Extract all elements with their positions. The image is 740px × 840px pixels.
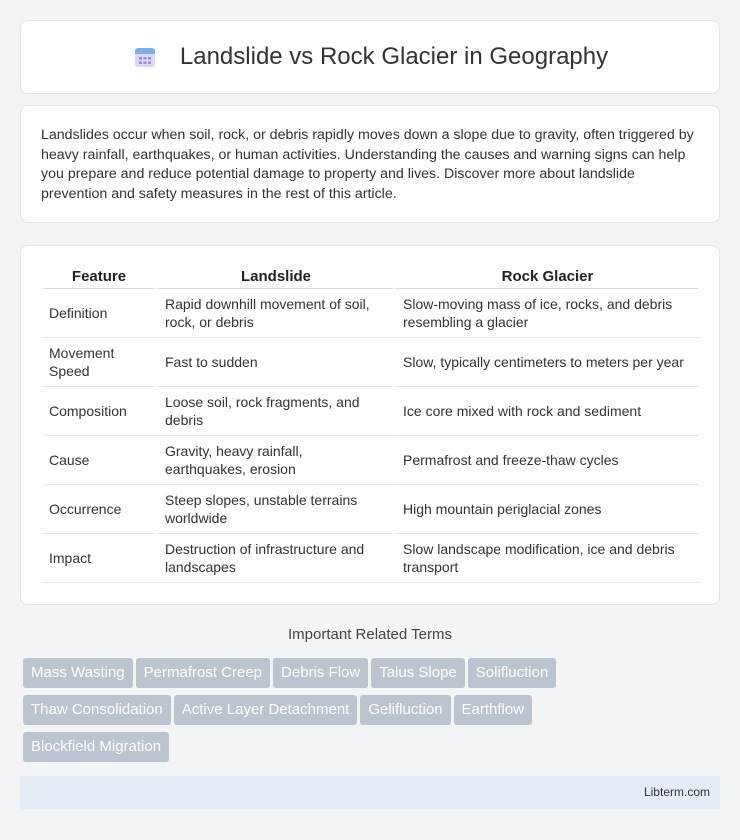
table-cell: Occurrence	[43, 485, 155, 534]
table-cell: Rapid downhill movement of soil, rock, or debris	[155, 289, 393, 338]
table-cell: High mountain periglacial zones	[393, 485, 698, 534]
footer-site-link[interactable]: Libterm.com	[643, 785, 710, 799]
table-cell: Definition	[43, 289, 155, 338]
table-cell: Gravity, heavy rainfall, earthquakes, erosion	[155, 436, 393, 485]
related-term-tag[interactable]: Blockfield Migration	[23, 732, 169, 762]
related-term-tag[interactable]: Earthflow	[454, 695, 533, 725]
column-header: Rock Glacier	[393, 266, 698, 289]
table-row	[43, 436, 698, 485]
calendar-icon	[132, 44, 158, 70]
related-term-tag[interactable]: Solifluction	[468, 658, 557, 688]
table-cell: Slow landscape modification, ice and debris transport	[393, 534, 698, 583]
related-term-tag[interactable]: Debris Flow	[273, 658, 368, 688]
intro-card	[20, 105, 720, 223]
table-cell: Impact	[43, 534, 155, 583]
table-cell: Fast to sudden	[155, 338, 393, 387]
comparison-table	[43, 266, 698, 583]
related-terms-list	[23, 658, 723, 769]
table-cell: Cause	[43, 436, 155, 485]
related-term-tag[interactable]: Mass Wasting	[23, 658, 133, 688]
table-cell: Loose soil, rock fragments, and debris	[155, 387, 393, 436]
table-row	[43, 387, 698, 436]
table-cell: Steep slopes, unstable terrains worldwide	[155, 485, 393, 534]
table-cell: Ice core mixed with rock and sediment	[393, 387, 698, 436]
table-row	[43, 485, 698, 534]
footer	[20, 776, 720, 809]
table-cell: Movement Speed	[43, 338, 155, 387]
table-cell: Slow-moving mass of ice, rocks, and debris resembling a glacier	[393, 289, 698, 338]
table-header-row	[43, 266, 698, 289]
column-header: Feature	[43, 266, 155, 289]
table-cell: Destruction of infrastructure and landscapes	[155, 534, 393, 583]
related-term-tag[interactable]: Gelifluction	[360, 695, 450, 725]
related-term-tag[interactable]: Active Layer Detachment	[174, 695, 358, 725]
table-row	[43, 338, 698, 387]
comparison-table-card	[20, 245, 720, 605]
column-header: Landslide	[155, 266, 393, 289]
page-title: Landslide vs Rock Glacier in Geography	[179, 43, 609, 70]
header-card	[20, 20, 720, 94]
table-cell: Composition	[43, 387, 155, 436]
table-row	[43, 289, 698, 338]
table-row	[43, 534, 698, 583]
related-term-tag[interactable]: Permafrost Creep	[136, 658, 270, 688]
related-term-tag[interactable]: Thaw Consolidation	[23, 695, 171, 725]
related-terms-title: Important Related Terms	[288, 626, 452, 643]
table-cell: Slow, typically centimeters to meters per year	[393, 338, 698, 387]
related-term-tag[interactable]: Talus Slope	[371, 658, 465, 688]
table-cell: Permafrost and freeze-thaw cycles	[393, 436, 698, 485]
intro-text: Landslides occur when soil, rock, or debris rapidly moves down a slope due to gravity, often triggered by heavy rainfall, earthquakes, or human activities. Understanding the causes and warning signs can help you prepare and reduce potential damage to property and lives. Discover more about landslide prevention and safety measures in the rest of this article.	[41, 127, 694, 202]
